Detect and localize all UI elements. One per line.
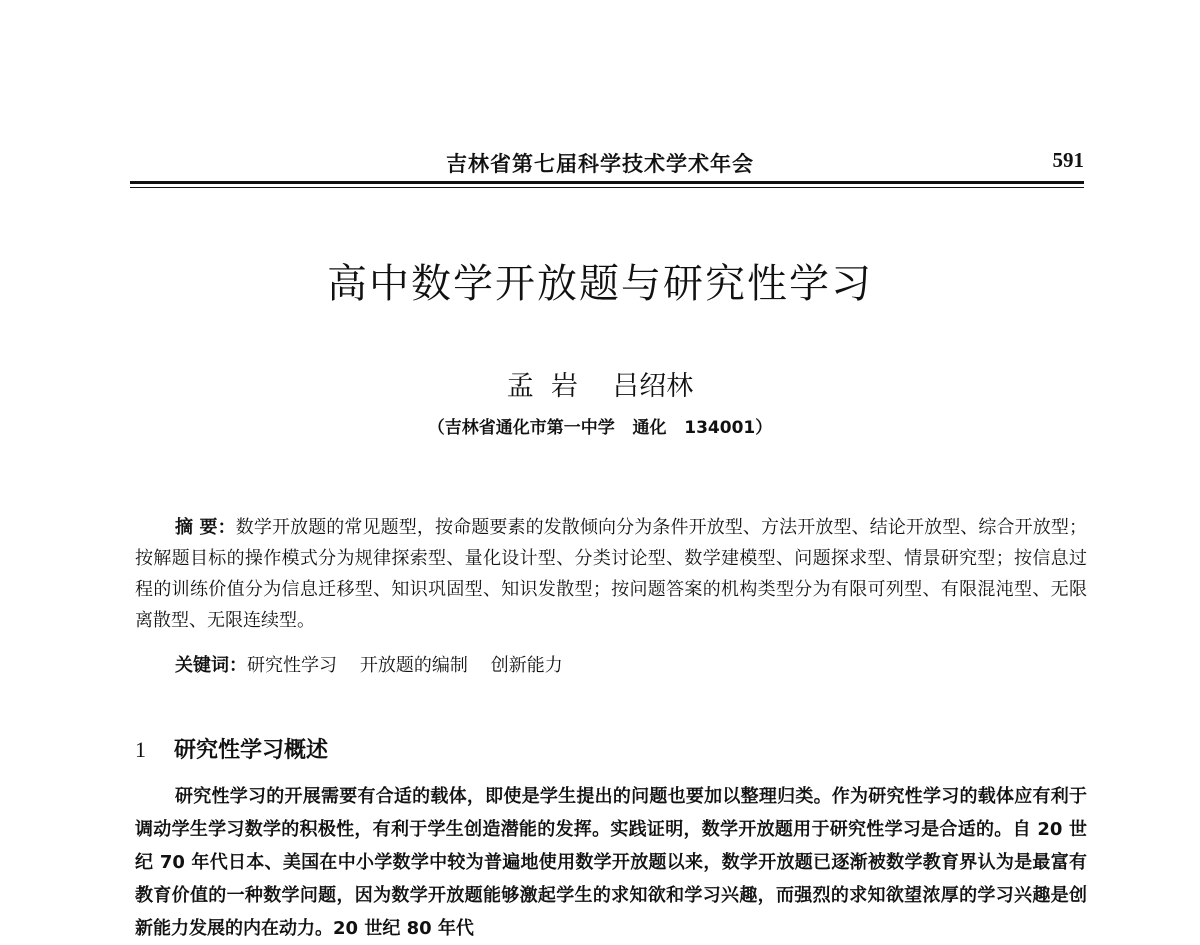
header-rule-thin bbox=[130, 187, 1084, 188]
abstract-label: 摘 要： bbox=[175, 517, 236, 538]
section-heading bbox=[135, 733, 328, 764]
paper-title: 高中数学开放题与研究性学习 bbox=[327, 261, 873, 307]
page-number: 591 bbox=[1052, 148, 1084, 172]
section-paragraph: 研究性学习的开展需要有合适的载体，即使是学生提出的问题也要加以整理归类。作为研究性学习的载体应有利于调动学生学习数学的积极性，有利于学生创造潜能的发挥。实践证明，数学开放题用于研究性学习是合适的。自 20 世纪 70 年代日本、美国在中小学数学中较为普遍地使用数学开放题以来，数学开放题已逐渐被数学教育界认为是最富有教育价值的一种数学问题，因为数学开放题能够激起学生的求知欲和学习兴趣，而强烈的求知欲望浓厚的学习兴趣是创新能力发展的内在动力。20 世纪 80 年代 bbox=[135, 786, 1087, 939]
running-header-title: 吉林省第七届科学技术学术年会 bbox=[446, 152, 754, 176]
paper-authors: 孟 岩 吕绍林 bbox=[506, 371, 694, 402]
abstract-text: 数学开放题的常见题型，按命题要素的发散倾向分为条件开放型、方法开放型、结论开放型、综合开放型；按解题目标的操作模式分为规律探索型、量化设计型、分类讨论型、数学建模型、问题探求型、情景研究型；按信息过程的训练价值分为信息迁移型、知识巩固型、知识发散型；按问题答案的机构类型分为有限可列型、有限混沌型、无限离散型、无限连续型。 bbox=[135, 517, 1087, 631]
keywords bbox=[175, 651, 563, 677]
paper-affiliation: （吉林省通化市第一中学 通化 134001） bbox=[427, 418, 773, 438]
section-title: 研究性学习概述 bbox=[174, 738, 329, 763]
header-rule-thick bbox=[130, 181, 1084, 184]
section-number: 1 bbox=[135, 737, 146, 762]
keywords-text: 研究性学习 开放题的编制 创新能力 bbox=[247, 655, 563, 676]
abstract bbox=[135, 512, 1087, 636]
keywords-label: 关键词： bbox=[175, 655, 247, 676]
